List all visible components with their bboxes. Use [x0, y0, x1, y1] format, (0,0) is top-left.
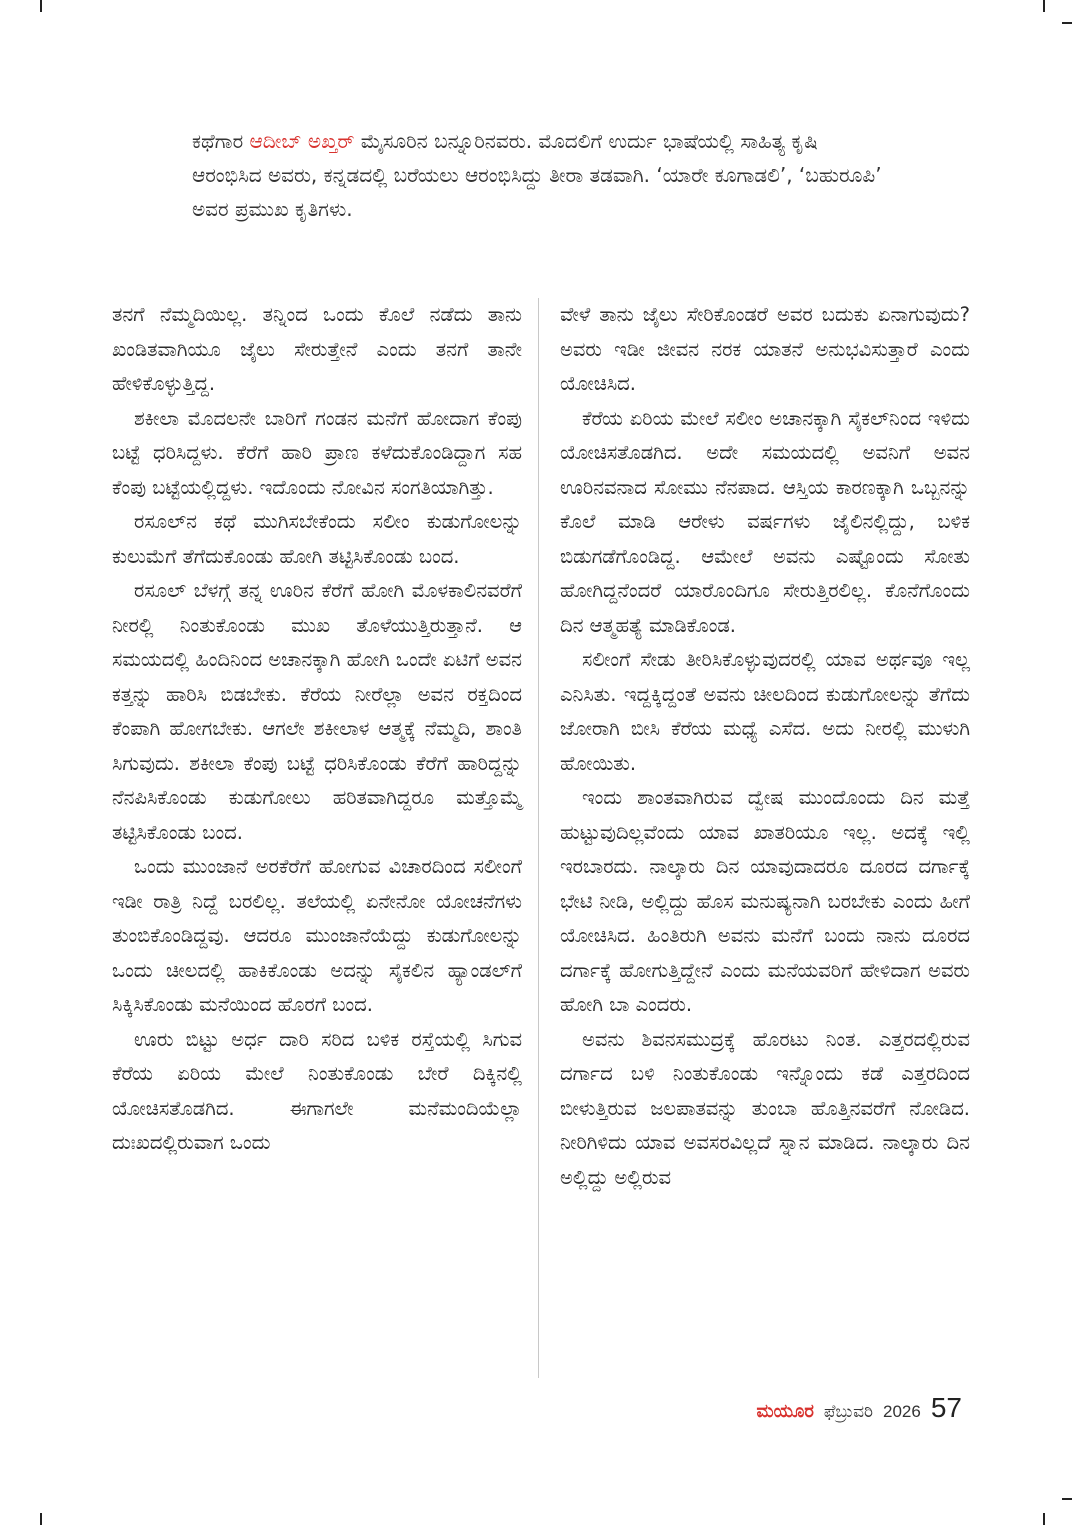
- crop-mark-bottom-right: [1043, 1513, 1045, 1525]
- paragraph: ರಸೂಲ್ ಬೆಳಗ್ಗೆ ತನ್ನ ಊರಿನ ಕೆರೆಗೆ ಹೋಗಿ ಮೊಳಕಾಲಿನವರೆಗೆ ನೀರಲ್ಲಿ ನಿಂತುಕೊಂಡು ಮುಖ ತೊಳೆಯುತ್ತಿರುತ್ತಾನೆ. ಆ ಸಮಯದಲ್ಲಿ ಹಿಂದಿನಿಂದ ಅಚಾನಕ್ಕಾಗಿ ಹೋಗಿ ಒಂದೇ ಏಟಿಗೆ ಅವನ ಕತ್ತನ್ನು ಹಾರಿಸಿ ಬಿಡಬೇಕು. ಕೆರೆಯ ನೀರೆಲ್ಲಾ ಅವನ ರಕ್ತದಿಂದ ಕೆಂಪಾಗಿ ಹೋಗಬೇಕು. ಆಗಲೇ ಶಕೀಲಾಳ ಆತ್ಮಕ್ಕೆ ನೆಮ್ಮದಿ, ಶಾಂತಿ ಸಿಗುವುದು. ಶಕೀಲಾ ಕೆಂಪು ಬಟ್ಟೆ ಧರಿಸಿಕೊಂಡು ಕೆರೆಗೆ ಹಾರಿದ್ದನ್ನು ನೆನಪಿಸಿಕೊಂಡು ಕುಡುಗೋಲು ಹರಿತವಾಗಿದ್ದರೂ ಮತ್ತೊಮ್ಮೆ ತಟ್ಟಿಸಿಕೊಂಡು ಬಂದ.: [112, 579, 522, 844]
- column-divider: [538, 298, 539, 1378]
- paragraph: ಇಂದು ಶಾಂತವಾಗಿರುವ ದ್ವೇಷ ಮುಂದೊಂದು ದಿನ ಮತ್ತೆ ಹುಟ್ಟುವುದಿಲ್ಲವೆಂದು ಯಾವ ಖಾತರಿಯೂ ಇಲ್ಲ. ಅದಕ್ಕೆ ಇಲ್ಲಿ ಇರಬಾರದು. ನಾಲ್ಕಾರು ದಿನ ಯಾವುದಾದರೂ ದೂರದ ದರ್ಗಾಕ್ಕೆ ಭೇಟಿ ನೀಡಿ, ಅಲ್ಲಿದ್ದು ಹೊಸ ಮನುಷ್ಯನಾಗಿ ಬರಬೇಕು ಎಂದು ಹೀಗೆ ಯೋಚಿಸಿದ. ಹಿಂತಿರುಗಿ ಅವನು ಮನೆಗೆ ಬಂದು ನಾನು ದೂರದ ದರ್ಗಾಕ್ಕೆ ಹೋಗುತ್ತಿದ್ದೇನೆ ಎಂದು ಮನೆಯವರಿಗೆ ಹೇಳಿದಾಗ ಅವರು ಹೋಗಿ ಬಾ ಎಂದರು.: [560, 786, 970, 1016]
- paragraph: ಸಲೀಂಗೆ ಸೇಡು ತೀರಿಸಿಕೊಳ್ಳುವುದರಲ್ಲಿ ಯಾವ ಅರ್ಥವೂ ಇಲ್ಲ ಎನಿಸಿತು. ಇದ್ದಕ್ಕಿದ್ದಂತೆ ಅವನು ಚೀಲದಿಂದ ಕುಡುಗೋಲನ್ನು ತೆಗೆದು ಜೋರಾಗಿ ಬೀಸಿ ಕೆರೆಯ ಮಧ್ಯೆ ಎಸೆದ. ಅದು ನೀರಲ್ಲಿ ಮುಳುಗಿ ಹೋಯಿತು.: [560, 648, 970, 775]
- crop-mark-bottom-left: [40, 1513, 42, 1525]
- intro-prefix: ಕಥೆಗಾರ: [192, 129, 250, 153]
- crop-mark-top-right: [1043, 0, 1045, 12]
- right-column: [560, 298, 970, 1195]
- issue-month: ಫೆಬ್ರುವರಿ: [823, 1402, 874, 1422]
- paragraph: ವೇಳೆ ತಾನು ಜೈಲು ಸೇರಿಕೊಂಡರೆ ಅವರ ಬದುಕು ಏನಾಗುವುದು? ಅವರು ಇಡೀ ಜೀವನ ನರಕ ಯಾತನೆ ಅನುಭವಿಸುತ್ತಾರೆ ಎಂದು ಯೋಚಿಸಿದ.: [560, 303, 970, 395]
- paragraph: ಅವನು ಶಿವನಸಮುದ್ರಕ್ಕೆ ಹೊರಟು ನಿಂತ. ಎತ್ತರದಲ್ಲಿರುವ ದರ್ಗಾದ ಬಳಿ ನಿಂತುಕೊಂಡು ಇನ್ನೊಂದು ಕಡೆ ಎತ್ತರದಿಂದ ಬೀಳುತ್ತಿರುವ ಜಲಪಾತವನ್ನು ತುಂಬಾ ಹೊತ್ತಿನವರೆಗೆ ನೋಡಿದ. ನೀರಿಗಿಳಿದು ಯಾವ ಅವಸರವಿಲ್ಲದೆ ಸ್ನಾನ ಮಾಡಿದ. ನಾಲ್ಕಾರು ದಿನ ಅಲ್ಲಿದ್ದು ಅಲ್ಲಿರುವ: [560, 1027, 970, 1189]
- author-name: ಆದೀಬ್ ಅಖ್ತರ್: [249, 129, 355, 153]
- paragraph: ಒಂದು ಮುಂಜಾನೆ ಅರಕೆರೆಗೆ ಹೋಗುವ ವಿಚಾರದಿಂದ ಸಲೀಂಗೆ ಇಡೀ ರಾತ್ರಿ ನಿದ್ದೆ ಬರಲಿಲ್ಲ. ತಲೆಯಲ್ಲಿ ಏನೇನೋ ಯೋಚನೆಗಳು ತುಂಬಿಕೊಂಡಿದ್ದವು. ಆದರೂ ಮುಂಜಾನೆಯೆದ್ದು ಕುಡುಗೋಲನ್ನು ಒಂದು ಚೀಲದಲ್ಲಿ ಹಾಕಿಕೊಂಡು ಅದನ್ನು ಸೈಕಲಿನ ಹ್ಯಾಂಡಲ್‌ಗೆ ಸಿಕ್ಕಿಸಿಕೊಂಡು ಮನೆಯಿಂದ ಹೊರಗೆ ಬಂದ.: [112, 855, 522, 1016]
- paragraph: ಕೆರೆಯ ಏರಿಯ ಮೇಲೆ ಸಲೀಂ ಅಚಾನಕ್ಕಾಗಿ ಸೈಕಲ್‌ನಿಂದ ಇಳಿದು ಯೋಚಿಸತೊಡಗಿದ. ಅದೇ ಸಮಯದಲ್ಲಿ ಅವನಿಗೆ ಅವನ ಊರಿನವನಾದ ಸೋಮು ನೆನಪಾದ. ಆಸ್ತಿಯ ಕಾರಣಕ್ಕಾಗಿ ಒಬ್ಬನನ್ನು ಕೊಲೆ ಮಾಡಿ ಆರೇಳು ವರ್ಷಗಳು ಜೈಲಿನಲ್ಲಿದ್ದು, ಬಳಿಕ ಬಿಡುಗಡೆಗೊಂಡಿದ್ದ. ಆಮೇಲೆ ಅವನು ಎಷ್ಟೊಂದು ಸೋತು ಹೋಗಿದ್ದನೆಂದರೆ ಯಾರೊಂದಿಗೂ ಸೇರುತ್ತಿರಲಿಲ್ಲ. ಕೊನೆಗೊಂದು ದಿನ ಆತ್ಮಹತ್ಯೆ ಮಾಡಿಕೊಂಡ.: [560, 406, 970, 637]
- left-column: [112, 298, 522, 1161]
- paragraph: ಶಕೀಲಾ ಮೊದಲನೇ ಬಾರಿಗೆ ಗಂಡನ ಮನೆಗೆ ಹೋದಾಗ ಕೆಂಪು ಬಟ್ಟೆ ಧರಿಸಿದ್ದಳು. ಕೆರೆಗೆ ಹಾರಿ ಪ್ರಾಣ ಕಳೆದುಕೊಂಡಿದ್ದಾಗ ಸಹ ಕೆಂಪು ಬಟ್ಟೆಯಲ್ಲಿದ್ದಳು. ಇದೊಂದು ನೋವಿನ ಸಂಗತಿಯಾಗಿತ್ತು.: [112, 406, 522, 499]
- author-intro: [192, 124, 882, 226]
- page-number: 57: [930, 1392, 962, 1423]
- paragraph: ರಸೂಲ್‌ನ ಕಥೆ ಮುಗಿಸಬೇಕೆಂದು ಸಲೀಂ ಕುಡುಗೋಲನ್ನು ಕುಲುಮೆಗೆ ತೆಗೆದುಕೊಂಡು ಹೋಗಿ ತಟ್ಟಿಸಿಕೊಂಡು ಬಂದ.: [112, 510, 522, 568]
- crop-mark-top-left: [40, 0, 42, 12]
- crop-mark-right-lower: [1062, 1498, 1072, 1500]
- issue-year: 2026: [883, 1402, 921, 1421]
- crop-mark-right-upper: [1062, 22, 1072, 24]
- magazine-brand: ಮಯೂರ: [756, 1401, 814, 1422]
- paragraph: ತನಗೆ ನೆಮ್ಮದಿಯಿಲ್ಲ. ತನ್ನಿಂದ ಒಂದು ಕೊಲೆ ನಡೆದು ತಾನು ಖಂಡಿತವಾಗಿಯೂ ಜೈಲು ಸೇರುತ್ತೇನೆ ಎಂದು ತನಗೆ ತಾನೇ ಹೇಳಿಕೊಳ್ಳುತ್ತಿದ್ದ.: [112, 303, 522, 395]
- page-footer: [756, 1392, 962, 1424]
- intro-text: ಮೈಸೂರಿನ ಬನ್ನೂರಿನವರು. ಮೊದಲಿಗೆ ಉರ್ದು ಭಾಷೆಯಲ್ಲಿ ಸಾಹಿತ್ಯ ಕೃಷಿ ಆರಂಭಿಸಿದ ಅವರು, ಕನ್ನಡದಲ್ಲಿ ಬರೆಯಲು ಆರಂಭಿಸಿದ್ದು ತೀರಾ ತಡವಾಗಿ. ‘ಯಾರೇ ಕೂಗಾಡಲಿ’, ‘ಬಹುರೂಪಿ’ ಅವರ ಪ್ರಮುಖ ಕೃತಿಗಳು.: [192, 129, 882, 221]
- paragraph: ಊರು ಬಿಟ್ಟು ಅರ್ಧ ದಾರಿ ಸರಿದ ಬಳಿಕ ರಸ್ತೆಯಲ್ಲಿ ಸಿಗುವ ಕೆರೆಯ ಏರಿಯ ಮೇಲೆ ನಿಂತುಕೊಂಡು ಬೇರೆ ದಿಕ್ಕಿನಲ್ಲಿ ಯೋಚಿಸತೊಡಗಿದ. ಈಗಾಗಲೇ ಮನೆಮಂದಿಯೆಲ್ಲಾ ದುಃಖದಲ್ಲಿರುವಾಗ ಒಂದು: [112, 1027, 522, 1154]
